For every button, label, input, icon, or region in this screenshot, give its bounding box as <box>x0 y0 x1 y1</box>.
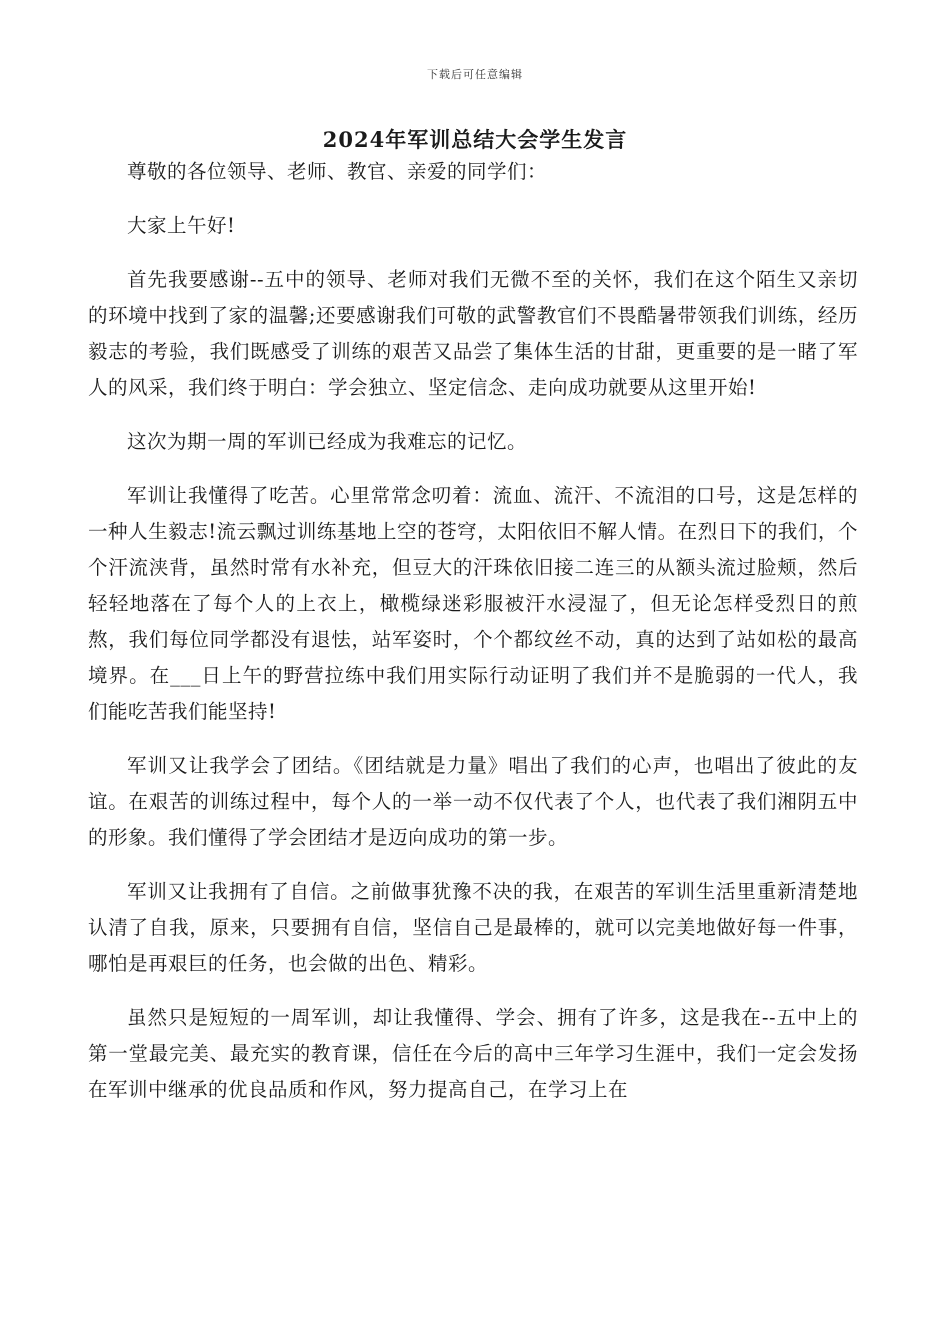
document-body <box>88 154 858 1126</box>
body-paragraph: 首先我要感谢--五中的领导、老师对我们无微不至的关怀，我们在这个陌生又亲切的环境中找到了家的温馨;还要感谢我们可敬的武警教官们不畏酷暑带领我们训练，经历毅志的考验，我们既感受了训练的艰苦又品尝了集体生活的甘甜，更重要的是一睹了军人的风采，我们终于明白：学会独立、坚定信念、走向成功就要从这里开始! <box>88 268 858 399</box>
greeting-paragraph: 尊敬的各位领导、老师、教官、亲爱的同学们： <box>127 160 548 183</box>
document-title: 2024年军训总结大会学生发言 <box>322 127 628 152</box>
header-note: 下载后可任意编辑 <box>427 68 523 81</box>
body-paragraph: 军训又让我学会了团结。《团结就是力量》唱出了我们的心声，也唱出了彼此的友谊。在艰苦的训练过程中，每个人的一举一动不仅代表了个人，也代表了我们湘阴五中的形象。我们懂得了学会团结才是迈向成功的第一步。 <box>88 754 858 849</box>
body-paragraph: 军训让我懂得了吃苦。心里常常念叨着：流血、流汗、不流泪的口号，这是怎样的一种人生毅志!流云飘过训练基地上空的苍穹，太阳依旧不解人情。在烈日下的我们，个个汗流浃背，虽然时常有水补充，但豆大的汗珠依旧接二连三的从额头流过脸颊，然后轻轻地落在了每个人的上衣上，橄榄绿迷彩服被汗水浸湿了，但无论怎样受烈日的煎熬，我们每位同学都没有退怯，站军姿时，个个都纹丝不动，真的达到了站如松的最高境界。在___日上午的野营拉练中我们用实际行动证明了我们并不是脆弱的一代人，我们能吃苦我们能坚持! <box>88 484 858 723</box>
body-paragraph: 军训又让我拥有了自信。之前做事犹豫不决的我，在艰苦的军训生活里重新清楚地认清了自我，原来，只要拥有自信，坚信自己是最棒的，就可以完美地做好每一件事，哪怕是再艰巨的任务，也会做的出色、精彩。 <box>88 880 858 975</box>
body-paragraph: 虽然只是短短的一周军训，却让我懂得、学会、拥有了许多，这是我在--五中上的第一堂最完美、最充实的教育课，信任在今后的高中三年学习生涯中，我们一定会发扬在军训中继承的优良品质和作风，努力提高自己，在学习上在 <box>88 1006 858 1101</box>
body-paragraph: 这次为期一周的军训已经成为我难忘的记忆。 <box>127 430 528 453</box>
salutation-paragraph: 大家上午好! <box>127 214 236 237</box>
